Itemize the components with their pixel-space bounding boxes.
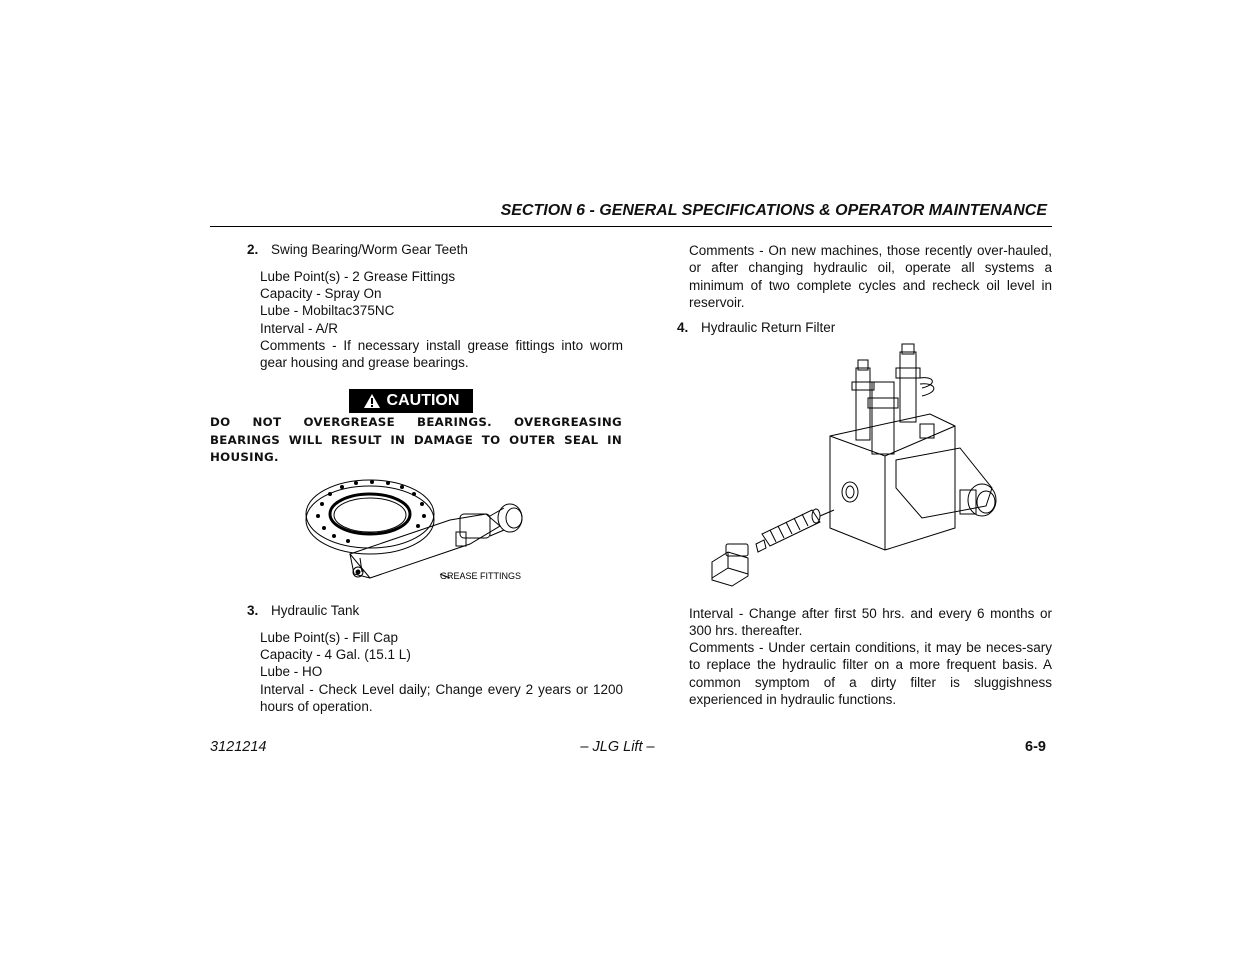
item-3-interval: Interval - Check Level daily; Change every 2 years or 1200 hours of operation.: [260, 682, 623, 715]
item-2-title: Swing Bearing/Worm Gear Teeth: [271, 242, 468, 257]
header-rule: [210, 226, 1052, 227]
item-4-title: Hydraulic Return Filter: [701, 320, 836, 335]
item-3-line-3: Lube - HO: [260, 664, 323, 679]
item-2-line-2: Capacity - Spray On: [260, 286, 382, 301]
caution-label: CAUTION: [386, 392, 460, 409]
item-3-title: Hydraulic Tank: [271, 603, 360, 618]
section-title: SECTION 6 - GENERAL SPECIFICATIONS & OPERATOR MAINTENANCE: [500, 202, 1047, 219]
item-3-line-1: Lube Point(s) - Fill Cap: [260, 630, 399, 645]
item-3-heading: [247, 603, 359, 618]
item-4-heading: [677, 320, 835, 335]
item-2-number: 2.: [247, 242, 259, 257]
hydraulic-filter-figure: [700, 338, 1010, 594]
item-2-heading: [247, 242, 468, 257]
filter-comments: Comments - Under certain conditions, it may be neces-sary to replace the hydraulic filter on a more frequent basis. A common symptom of a dirty filter is sluggishness experienced in hydraulic functions.: [689, 640, 1052, 707]
warning-triangle-icon: [363, 393, 381, 409]
hydraulic-tank-comments: Comments - On new machines, those recently over-hauled, or after changing hydraulic oil, operate all systems a minimum of two complete cycles and recheck oil level in reservoir.: [689, 243, 1052, 310]
item-4-number: 4.: [677, 320, 689, 335]
page-number: 6-9: [1025, 739, 1046, 755]
doc-number: 3121214: [210, 739, 267, 755]
item-2-line-4: Interval - A/R: [260, 321, 339, 336]
swing-bearing-figure: [300, 474, 536, 590]
item-3-line-2: Capacity - 4 Gal. (15.1 L): [260, 647, 411, 662]
item-2-comments: Comments - If necessary install grease fittings into worm gear housing and grease bearings.: [260, 338, 623, 371]
item-3-number: 3.: [247, 603, 259, 618]
item-2-line-1: Lube Point(s) - 2 Grease Fittings: [260, 269, 456, 284]
caution-text: DO NOT OVERGREASE BEARINGS. OVERGREASING BEARINGS WILL RESULT IN DAMAGE TO OUTER SEAL IN HOUSING.: [210, 415, 622, 464]
item-2-line-3: Lube - Mobiltac375NC: [260, 303, 395, 318]
footer-center: – JLG Lift –: [580, 739, 655, 755]
grease-fittings-label: GREASE FITTINGS: [440, 571, 522, 581]
caution-label-box: [349, 389, 473, 413]
filter-interval: Interval - Change after first 50 hrs. and every 6 months or 300 hrs. thereafter.: [689, 606, 1052, 639]
